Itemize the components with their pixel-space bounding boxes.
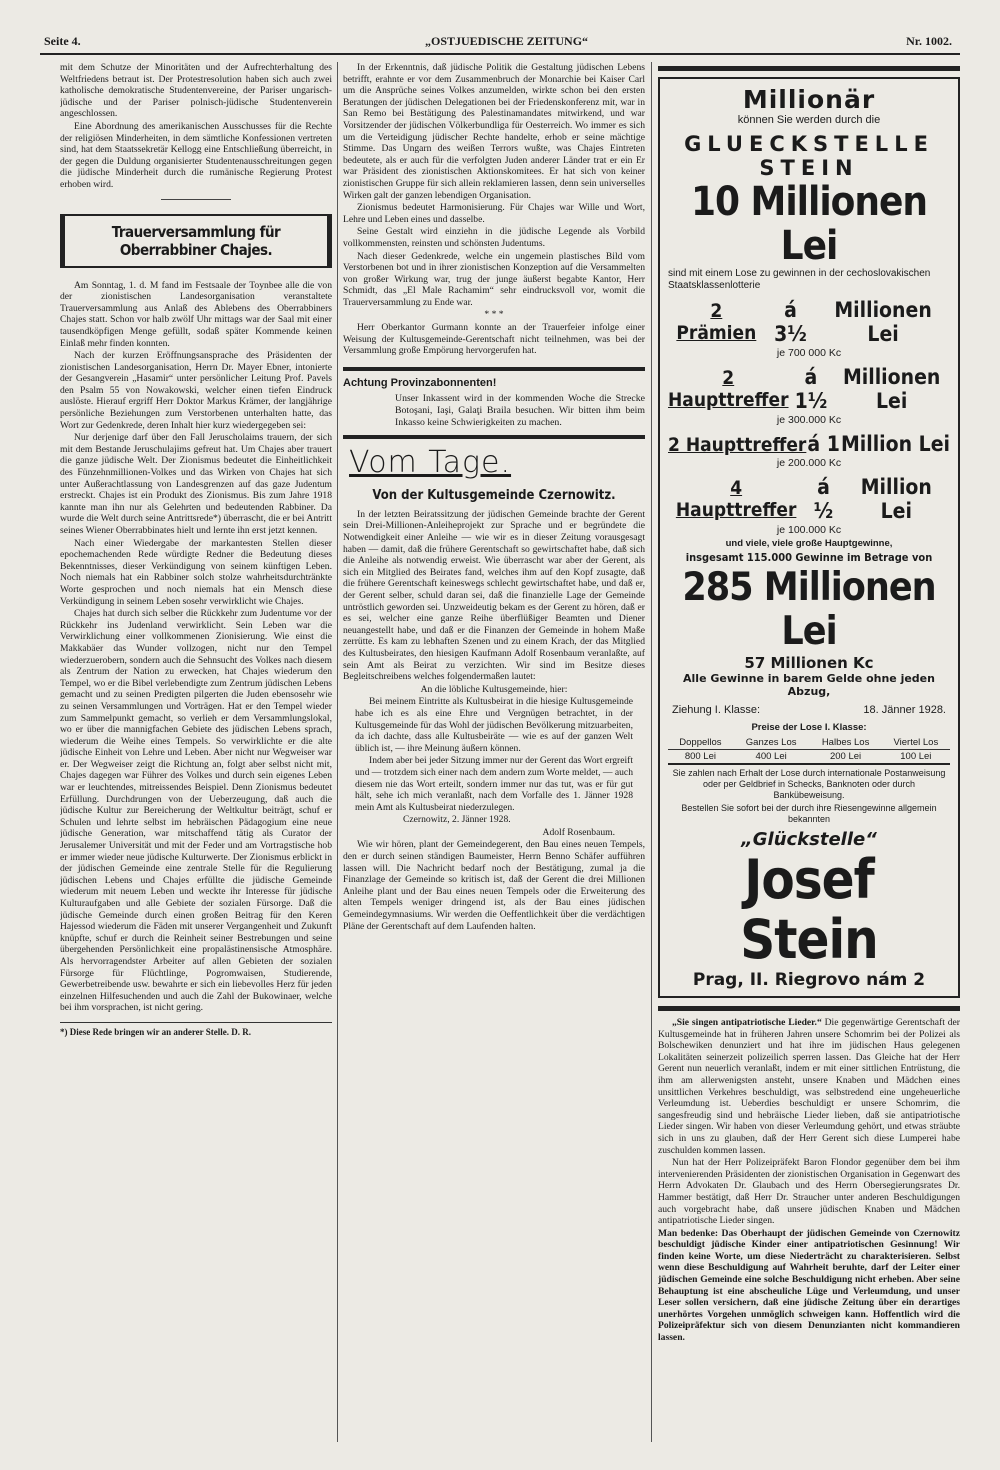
- notice-title: Achtung Provinzabonnenten!: [343, 376, 497, 389]
- prize-value: á 3½: [774, 298, 807, 346]
- prize-row: [668, 365, 950, 413]
- ad-total: insgesamt 115.000 Gewinne im Betrage von: [685, 551, 933, 564]
- column-1: [60, 62, 332, 1442]
- letter-paragraph: Bei meinem Eintritte als Kultusbeirat in die hiesige Kultusgemeinde habe ich es als eine Ehre und Vergnügen betrachtet, in der Kultusgemeinde für das Wohl der jüdischen Bevölkerung mitzuarbeiten, da ich dachte, dass alle Kultusbeiräte — wie es auf der ganzen Welt üblich ist, — ihre Meinung äußern können.: [355, 696, 633, 754]
- letter-signature: Adolf Rosenbaum.: [542, 826, 615, 838]
- paragraph: In der Erkenntnis, daß jüdische Politik die Gestaltung jüdischen Lebens betrifft, erahnte er vor dem Zusammenbruch der Monarchie bei Kaiser Carl um die Ansprüche seines Volkes anzumelden, wirkte schon bei den ersten Beratungen der jüdischen Delegationen bei der Friedenskonferenz mit, war in San Remo bei Bestätigung des Palestinamandates mitwirkend, und war Vorsitzender der jüdischen Völkerbundliga für Oesterreich. Wo immer es sich um die Verteidigung jüdischer Rechte handelte, erhob er seine mächtige Stimme. Das Ungarn des weißen Terrors wußte, was Chajes Eintreten bedeutete, als er auch für die verfolgten Juden anderer Länder trat er ein Er war Präsident des zionistischen Aktionskomitees. Er hat sich von keiner zionistischen Gruppe für sich allein reklamieren lassen, denn sein universelles Wirken galt der ganzen lebendigen Organisation.: [343, 62, 645, 201]
- paragraph: Seine Gestalt wird einziehn in die jüdische Legende als Vorbild vollkommensten, reinsten und schönsten Judentums.: [343, 226, 645, 249]
- prize-row: [668, 432, 950, 456]
- table-cell: 800 Lei: [668, 750, 733, 765]
- table-header-cell: Ganzes Los: [733, 736, 810, 750]
- paragraph: In der letzten Beiratssitzung der jüdischen Gemeinde brachte der Gerent sein Drei-Millionen-Anleiheprojekt zur Sprache und er begründete die Notwendigkeit einer Anleihe — wie wir es in dieser Zeitung vorausgesagt haben — damit, daß die frühere Gerentschaft so gewirtschaftet habe, daß sich die Anleihe als notwendig erweist. Wie überrascht war aber der Gerent, als sich ein Mitglied des Beirates fand, welches ihm auf den Kopf zusagte, daß die frühere Gerentschaft keineswegs schlecht gewirtschaftet habe, und daß er, der Gerent selber, schuld daran sei, daß die finanzielle Lage der Gemeinde untröstlich geworden sei. Unzweideutig bekam es der Gerent zu hören, daß er es sei, welcher eine ganze Reihe überflüßiger Beamten und Diener neuangestellt habe, und daß er die Finanzen der Gemeinde in hohem Maße zerrütte. Es kam zu lebhaften Szenen und zu einem Krach, der das Mitglied des Kultusbeirates, den hiesigen Kaufmann Adolf Rosenbaum veranlaßte, auf sein Amt als Beirat zu verzichten. Wir sind im Besitze dieses Begleitschreibens welches folgendermaßen lautet:: [343, 508, 645, 683]
- ad-top-prize: 10 Millionen Lei: [690, 179, 928, 269]
- draw-label: Ziehung I. Klasse:: [672, 704, 761, 716]
- divider: [658, 66, 960, 71]
- prize-value: á 1: [807, 432, 840, 456]
- letter-paragraph: Indem aber bei jeder Sitzung immer nur der Gerent das Wort ergreift und — trotzdem sich einer nach dem andern zum Worte meldet, — auch diesem nie das Wort erteilt, sondern immer nur das tut, was er für gut hält, sehe ich mich veranlaßt, nach dem Vorfalle des 1. Jänner 1928 mein Amt als Kultusbeirat niederzulegen.: [355, 755, 633, 813]
- column-2: [343, 62, 645, 1442]
- paragraph: Nach der kurzen Eröffnungsansprache des Präsidenten der zionistischen Landesorganisation, Herrn Dr. Mayer Ebner, intonierte der Gesangverein „Hasamir“ unter persönlicher Leitung Prof. Pavels den Psalm 55 von Nowakowski, welcher einen tiefen Eindruck auslöste. Hierauf ergriff Herr Doktor Markus Krämer, der langjährige persönliche Beziehungen zum Verstorbenen unterhalten hatte, das Wort zur Gedenkrede, deren Inhalt hier kurz wiedergegeben sei:: [60, 350, 332, 431]
- ad-text: Bestellen Sie sofort bei der durch ihre Riesengewinne allgemein bekannten: [681, 803, 937, 824]
- draw-date-row: [672, 704, 946, 716]
- table-header-cell: Halbes Los: [809, 736, 881, 750]
- article-title-trauerversammlung: Trauerversammlung für Oberrabbiner Chajes.: [60, 214, 332, 268]
- lottery-advertisement: [658, 77, 960, 998]
- page-header: [40, 30, 960, 52]
- paragraph: Eine Abordnung des amerikanischen Ausschusses für die Rechte der religiösen Minderheiten, in dem sämtliche Konfessionen vertreten sind, hat dem Staatssekretär Kellogg eine Entschließung überreicht, in der gegen die Duldung organisierter Studentenausschreitungen gegen die jüdische Minderheit durch die rumänische Regierung Protest erhoben wird.: [60, 120, 332, 190]
- letter-place-date: Czernowitz, 2. Jänner 1928.: [403, 814, 511, 826]
- price-table: [668, 736, 950, 765]
- prize-row: [668, 475, 950, 523]
- prize-amount: je 100.000 Kc: [776, 524, 842, 536]
- divider: [343, 367, 645, 371]
- table-cell: 200 Lei: [809, 750, 881, 765]
- section-title-vom-tage: Vom Tage.: [349, 444, 512, 480]
- paragraph: mit dem Schutze der Minoritäten und der Aufrechterhaltung des Weltfriedens betraut ist. Der Protestresolution haben sich auch zwei katholische demokratische Studentenvereine, der Pariser ungarisch-jüdische und der Pariser polnisch-jüdische Studentenverein angeschlossen.: [60, 62, 332, 120]
- divider: [161, 199, 231, 200]
- column-separator: [651, 62, 652, 1442]
- ad-glueckstelle: „Glückstelle“: [741, 829, 877, 850]
- table-header-cell: Doppellos: [668, 736, 733, 750]
- ad-total-prize: 285 Millionen Lei: [682, 565, 936, 654]
- paragraph: Zionismus bedeutet Harmonisierung. Für Chajes war Wille und Wort, Lehre und Leben eines und dasselbe.: [343, 202, 645, 225]
- prize-amount: je 700 000 Kc: [776, 347, 842, 359]
- ad-text: Alle Gewinne in barem Gelde ohne jeden Abzug,: [683, 672, 935, 698]
- price-table-title: Preise der Lose I. Klasse:: [751, 722, 867, 733]
- header-rule: [40, 53, 960, 55]
- prize-unit: Millionen Lei: [842, 365, 941, 413]
- prize-label: 4 Haupttreffer: [675, 477, 797, 521]
- prize-unit: Million Lei: [860, 475, 932, 523]
- paragraph: Wie wir hören, plant der Gemeindegerent, den Bau eines neuen Tempels, den er durch seinen ständigen Baumeister, Herrn Benno Schäfer aufführen lassen will. Die Nachricht bedarf noch der Bestätigung, zumal ja die Finanzlage der Gemeinde so kritisch ist, daß der Gerent die drei Millionen Anleihe plant und der Bau eines neuen Tempels oder die Erweiterung des alten Tempels weniger dringend ist, als der Bau eines jüdischen Gemeindegymnasiums. Wir werden die Oeffentlichkeit über die verdächtigen Pläne der Gerentschaft auf dem Laufenden halten.: [343, 839, 645, 932]
- paragraph: Chajes hat durch sich selber die Rückkehr zum Judentume vor der Rückkehr ins Judenland verwirklicht. Sein Leben war die Verwirklichung einer vollkommenen Zionisierung. Wie einst die Makkabäer das Wunder vollzogen, nicht nur den Tempel wiederzuerobern, sondern auch die Sehnsucht des Volkes nach diesem als Zentrum der Nation zu erwecken, hat Chajes wiederum den Tempel, wo er die Bibel verlebendigte zum Zentrum jüdischen Lebens gemacht und zu seinen Predigten pilgerten die Juden ebensosehr wie zu seinen Versammlungen und Vorträgen. Hat er den Tempel wieder zum Sammelpunkt gemacht, so verlieh er dem Versammlungslokal, wo er über die mannigfachen Gebiete des jüdischen Lebens sprach, wiederum die Weihe eines Tempels. So verwirklichte er die alte jüdische Einheit von Lehre und Leben. Aber nicht nur Wegweiser war er. Der Wegweiser zeigt die Richtung an, folgt aber selbst nicht mit, Chajes dagegen war Führer des Volkes und durch sein eigenes Leben war er leuchtendes, mitreissendes Beispiel. Denn Zionismus bedeutet Erfüllung. Durchdrungen von der Ueberzeugung, daß auch die jüdische Kultur zur Bereicherung der Weltkultur beiträgt, schuf er Schulen und lehrte selbst im hebräischen Pädagogium eine neue jüdische Generation, war mitschaffend tätig als Curator der Jerusalemer Universität und mit der Feder und am Vortragstische hob er immer wieder neue jüdische Kulturwerte. Der Zionismus erblickt in der jüdischen Gemeinde eine zentrale Stelle für die Regulierung jüdischen Lebens und Chajes erfüllte die jüdische Gemeinde wiederum mit neuem Leben und weckte ihr Interesse für jüdische Kulturaufgaben und alle Gebiete der sozialen Fürsorge. Daß die jüdische Gemeinde durch einen großen Beitrag für den Keren Hajessod wiederum die Fäden mit unserer Vergangenheit und Zukunft knüpfte, schuf er durch die Reinheit seiner Bestrebungen und seine übergehenden Persönlichkeit eine propalästinensische Atmosphäre. Als hervorragendster Arbeiter auf allen Gebieten der sozialen Fürsorge für Flüchtlinge, Pogromwaisen, Studierende, Gewerbetreibende usw. bewahrte er sich ein liebevolles Herz für jeden einzelnen Hilfesuchenden und auch die Zahl der Bukowinaer, welche bei ihm vorsprachen, ist nicht gering.: [60, 608, 332, 1014]
- ad-text: sind mit einem Lose zu gewinnen in der cechoslovakischen Staatsklassenlotterie: [668, 268, 931, 291]
- paragraph: Man bedenke: Das Oberhaupt der jüdischen Gemeinde von Czernowitz beschuldigt jüdische Kinder einer antipatriotischen Gesinnung! Wir finden keine Worte, um diese Niederträcht zu charakterisieren. Selbst wenn diese Beschuldigung auf Wahrheit beruhte, darf der Leiter einer jüdischen Gemeinde eine solche Beschuldigung nicht erheben. Aber seine Behauptung ist eine abscheuliche Lüge und Verleumdung, und unser Leser sollen versichern, daß eine jüdische Zeitung über ein derartiges unerhörtes Vorgehen unmöglich schweigen kann. Hoffentlich wird die Polizeipräfektur sich von diesem Denunzianten nicht kommandieren lassen.: [658, 1227, 960, 1344]
- paragraph: Nach einer Wiedergabe der markantesten Stellen dieser epochemachenden Rede würdigte Redner die Bedeutung dieses Bekenntnisses, dieser Verkündigung von seinem künftigen Leben. Noch niemals hat ein Rabbiner solch stolze wahrheitsdurchtränkte Worte gesprochen und noch niemals hat ein Mensch diese Verkündigung in seinem Leben sosehr verwirklicht wie Chajes.: [60, 537, 332, 607]
- ad-text: Sie zahlen nach Erhalt der Lose durch internationale Postanweisung oder per Geldbrief in Schecks, Banknoten oder durch Bankübeweisung.: [672, 768, 946, 800]
- prize-label: 2 Prämien: [676, 300, 757, 344]
- notice-text: Unser Inkassent wird in der kommenden Woche die Strecke Botoşani, Iaşi, Galaţi Braila besuchen. Wir bitten ihm beim Inkasso keine Schwierigkeiten zu machen.: [395, 392, 645, 428]
- paragraph-text: Die gegenwärtige Gerentschaft der Kultusgemeinde hat in früheren Jahren unsere Schomrim bei der Polizei als Bolschewiken denunziert und hat ihre im jüdischen Haus gelegenen Lokalitäten seinerzeit polizeilich sperren lassen. Das Gleiche hat der Herr Gerent nun neuerlich veranlaßt, indem er mit einer sittlichen Entrüstung, die ihm am allerwenigsten ansteht, unsere Knaben und Mädchen eines unsittlichen Verkehres beschuldigt, was selbstredend eine ungeheuerliche Verleumdung ist. Ueberdies beschuldigt er unsere Schomrim, die sangesfreudig sind und hebräische Lieder lieben, daß sie antipatriotische Lieder singen. Wir haben von dieser Verleumdung gehört, und etwas sträubte sich in uns zu glauben, daß der Herr Gerent sich diese Lumperei habe zuschulden kommen lassen.: [658, 1017, 960, 1156]
- ad-company: GLUECKSTELLE STEIN: [684, 132, 934, 180]
- paragraph: [658, 1017, 960, 1156]
- issue-number: Nr. 1002.: [906, 34, 952, 48]
- prize-unit: Millionen Lei: [834, 298, 932, 346]
- ad-text: können Sie werden durch die: [737, 114, 881, 126]
- article-title-lieder: „Sie singen antipatriotische Lieder.“: [672, 1017, 822, 1028]
- paragraph: Nur derjenige darf über den Fall Jeruscholaims trauern, der sich mit dem Bestande Jeruschulajims gefreut hat. Um Chajes aber trauert die ganze jüdische Welt. Der Zionismus bedeutet die Einheitlichkeit des Fünzehnmillionen-Volkes und das Wirken von Chajes hat sich unter Außerachtlassung von Landesgrenzen auf das gaze Judentum erstreckt. Chajes ist ein Produkt des Zionismus. Bis zum Jahre 1918 kannte man ihn nur als Gelehrten und bedeutenden Rabbiner. Da wurde die Welt durch seine Antrittsrede*) überrascht, die er bei Antritt seines Wiener Oberrabbinates hielt und lernte ihn erst jetzt kennen.: [60, 432, 332, 536]
- prize-value: á 1½: [794, 365, 828, 413]
- ad-company-name: Josef Stein: [740, 848, 878, 971]
- prize-label: 2 Haupttreffer: [668, 434, 807, 456]
- prize-unit: Million Lei: [840, 432, 950, 456]
- divider: [343, 435, 645, 439]
- prize-label: 2 Haupttreffer: [668, 367, 789, 411]
- ad-headline: Millionär: [742, 85, 876, 114]
- divider: [658, 1006, 960, 1011]
- draw-date: 18. Jänner 1928.: [863, 704, 946, 716]
- ad-text: und viele, viele große Hauptgewinne,: [725, 538, 893, 549]
- paragraph: Nach dieser Gedenkrede, welche ein ungemein plastisches Bild vom Verstorbenen bot und in ihrer zionistischen Konzeption auf die Versammelten von großer Wirkung war, trug der junge äußerst begabte Kantor, Herr Schmidt, das „El Male Rachamim“ sehr eindrucksvoll vor, womit die Trauerversammlung zu Ende war.: [343, 250, 645, 308]
- prize-amount: je 200.000 Kc: [776, 457, 842, 469]
- footnote: *) Diese Rede bringen wir an anderer Stelle. D. R.: [60, 1022, 332, 1037]
- table-cell: 400 Lei: [733, 750, 810, 765]
- section-stars: * * *: [484, 309, 504, 321]
- paragraph: Nun hat der Herr Polizeipräfekt Baron Flondor gegenüber dem bei ihm intervenierenden Präsidenten der zionistischen Organisation in Gegenwart des Herrn Advokaten Dr. Glaubach und des Herrn Obersegierungsrates Dr. Hammer bestätigt, daß Herr Dr. Straucher unter anderen Beschuldigungen auch vorgebracht habe, daß unsere jüdischen Knaben und Mädchen antipatriotische Lieder singen.: [658, 1157, 960, 1227]
- table-row: [668, 736, 950, 750]
- letter-salutation: An die löbliche Kultusgemeinde, hier:: [420, 683, 568, 695]
- prize-value: á ½: [813, 475, 834, 523]
- page-number: Seite 4.: [44, 34, 81, 48]
- ad-address: Prag, II. Riegrovo nám 2: [692, 970, 926, 990]
- ad-total-kc: 57 Millionen Kc: [744, 654, 874, 672]
- table-row: [668, 750, 950, 765]
- paragraph: Am Sonntag, 1. d. M fand im Festsaale der Toynbee alle die von der zionistischen Landesorganisation veranstaltete Trauerversammlung aus Anlaß des Ablebens des Oberrabbiners Chajes statt. Schon vor halb zwölf Uhr mittags war der Saal mit einer tausendköpfigen Menge gefüllt, sodaß später Kommende keinen Einlaß mehr finden konnten.: [60, 279, 332, 349]
- article-title-kultusgemeinde: Von der Kultusgemeinde Czernowitz.: [372, 487, 616, 503]
- table-header-cell: Viertel Los: [882, 736, 950, 750]
- prize-row: [668, 298, 950, 346]
- column-separator: [337, 62, 338, 1442]
- prize-amount: je 300.000 Kc: [776, 414, 842, 426]
- newspaper-title: „OSTJUEDISCHE ZEITUNG“: [425, 34, 589, 48]
- column-3: [658, 62, 960, 1442]
- paragraph: Herr Oberkantor Gurmann konnte an der Trauerfeier infolge einer Weisung der Kultusgemeinde-Gerentschaft nicht teilnehmen, was bei der Versammlung große Empörung hervorgerufen hat.: [343, 322, 645, 357]
- table-cell: 100 Lei: [882, 750, 950, 765]
